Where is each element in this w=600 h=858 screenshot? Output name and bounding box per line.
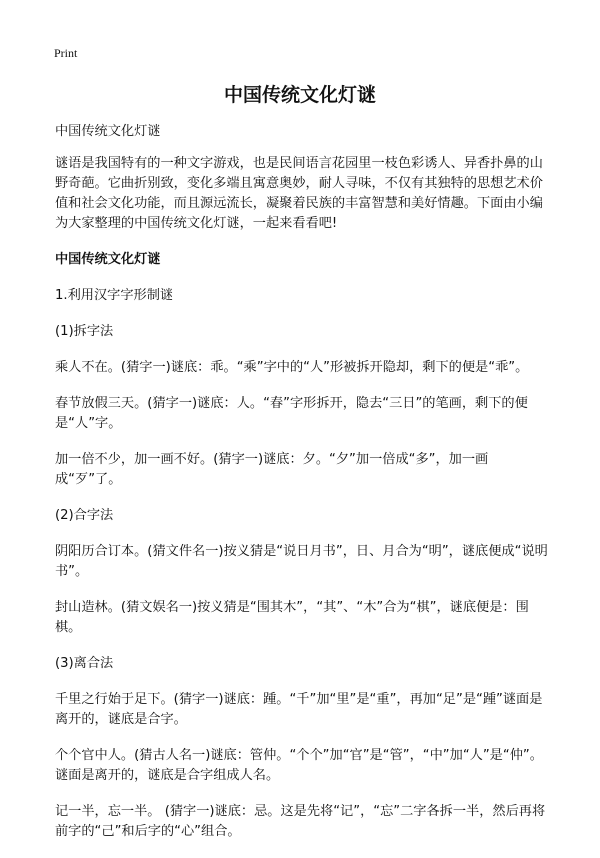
riddle-1: 乘人不在。(猜字一)谜底：乖。“乘”字中的“人”形被拆开隐却，剩下的便是“乖”。 (55, 360, 529, 375)
riddle-7: 个个官中人。(猜古人名一)谜底：管仲。“个个”加“官”是“管”，“中”加“人”是“仲”。谜面是离开的，谜底是合字组成人名。 (55, 748, 543, 783)
riddle-3: 加一倍不少，加一画不好。(猜字一)谜底：夕。“夕”加一倍成“多”，加一画成“歹”了。 (55, 452, 489, 487)
method-2-title: (2)合字法 (55, 508, 114, 523)
riddle-8: 记一半，忘一半。 (猜字一)谜底：忌。这是先将“记”，“忘”二字各拆一半，然后再将前字的“己”和后字的“心”组合。 (55, 804, 546, 839)
article-subtitle: 中国传统文化灯谜 (55, 124, 161, 139)
intro-paragraph: 谜语是我国特有的一种文字游戏，也是民间语言花园里一枝色彩诱人、异香扑鼻的山野奇葩。它曲折别致，变化多端且寓意奥妙，耐人寻味，不仅有其独特的思想艺术价值和社会文化功能，而且源远流长，凝聚着民族的丰富智慧和美好情趣。下面由小编为大家整理的中国传统文化灯谜，一起来看看吧! (55, 156, 543, 231)
riddle-6: 千里之行始于足下。(猜字一)谜底：踵。“千”加“里”是“重”，再加“足”是“踵”谜面是离开的，谜底是合字。 (55, 692, 543, 727)
method-3-title: (3)离合法 (55, 656, 114, 671)
print-link[interactable]: Print (54, 46, 78, 60)
article-body (55, 122, 550, 858)
method-1-title: (1)拆字法 (55, 324, 114, 339)
riddle-2: 春节放假三天。(猜字一)谜底：人。“春”字形拆开，隐去“三日”的笔画，剩下的便是“人”字。 (55, 396, 528, 431)
riddle-5: 封山造林。(猜文娱名一)按义猜是“围其木”，“其”、“木”合为“棋”，谜底便是：围棋。 (55, 600, 529, 635)
section-1-title: 1.利用汉字字形制谜 (55, 288, 174, 303)
riddle-4: 阴阳历合订本。(猜文件名一)按义猜是“说日月书”，日、月合为“明”，谜底便成“说明书”。 (55, 544, 548, 579)
section-heading: 中国传统文化灯谜 (55, 252, 161, 267)
page-title: 中国传统文化灯谜 (223, 84, 376, 106)
